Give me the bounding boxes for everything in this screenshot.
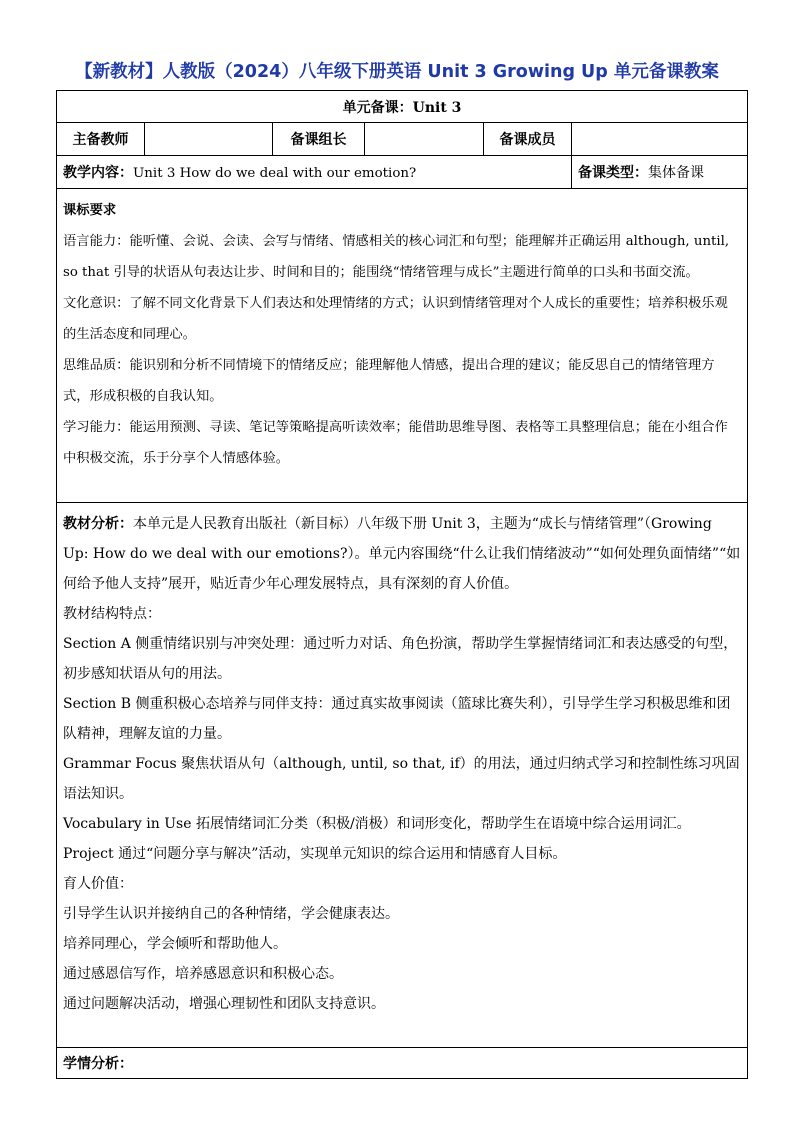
standards-section: [57, 189, 748, 503]
type-cell: [572, 156, 748, 189]
structure-heading: 教材结构特点：: [63, 606, 161, 622]
group-leader-field[interactable]: [365, 123, 484, 156]
standards-row: [57, 189, 748, 503]
staff-row: [57, 123, 748, 156]
structure-item: Project 通过“问题分享与解决”活动，实现单元知识的综合运用和情感育人目标。: [63, 846, 567, 862]
structure-item: Section B 侧重积极心态培养与同伴支持：通过真实故事阅读（篮球比赛失利），引导学生学习积极思维和团队精神，理解友谊的力量。: [63, 696, 731, 742]
values-item: 引导学生认识并接纳自己的各种情绪，学会健康表达。: [63, 906, 399, 922]
analysis-intro: 本单元是人民教育出版社（新目标）八年级下册 Unit 3，主题为“成长与情绪管理”（Growing Up: How do we deal with our emotions?）。单元内容围绕“什么让我们情绪波动”“如何处理负面情绪”“如何给予他人支持”展开，贴近青少年心理发展特点，具有深刻的育人价值。: [63, 516, 741, 592]
content-label: 教学内容：: [63, 165, 133, 181]
unit-title: 单元备课：Unit 3: [57, 91, 748, 123]
content-cell: [57, 156, 572, 189]
standards-paragraph: 语言能力：能听懂、会说、会读、会写与情绪、情感相关的核心词汇和句型；能理解并正确运用 although, until, so that 引导的状语从句表达让步、时间和目的；能围绕“情绪管理与成长”主题进行简单的口头和书面交流。: [63, 234, 730, 280]
content-value: Unit 3 How do we deal with our emotion?: [133, 166, 417, 181]
lead-teacher-field[interactable]: [145, 123, 273, 156]
learner-analysis-heading: 学情分析：: [57, 1048, 748, 1079]
structure-item: Section A 侧重情绪识别与冲突处理：通过听力对话、角色扮演，帮助学生掌握情绪词汇和表达感受的句型，初步感知状语从句的用法。: [63, 636, 738, 682]
analysis-heading: 教材分析：: [63, 516, 133, 532]
content-row: [57, 156, 748, 189]
learner-analysis-row: [57, 1048, 748, 1079]
document-title: 【新教材】人教版（2024）八年级下册英语 Unit 3 Growing Up 单元备课教案: [75, 62, 719, 82]
values-item: 通过感恩信写作，培养感恩意识和积极心态。: [63, 966, 343, 982]
group-leader-label: 备课组长: [273, 123, 365, 156]
structure-item: Grammar Focus 聚焦状语从句（although, until, so that, if）的用法，通过归纳式学习和控制性练习巩固语法知识。: [63, 756, 740, 802]
standards-paragraph: 思维品质：能识别和分析不同情境下的情绪反应；能理解他人情感，提出合理的建议；能反思自己的情绪管理方式，形成积极的自我认知。: [63, 358, 715, 404]
standards-paragraph: 学习能力：能运用预测、寻读、笔记等策略提高听读效率；能借助思维导图、表格等工具整理信息；能在小组合作中积极交流，乐于分享个人情感体验。: [63, 420, 728, 466]
analysis-row: [57, 503, 748, 1048]
values-item: 培养同理心，学会倾听和帮助他人。: [63, 936, 287, 952]
members-label: 备课成员: [484, 123, 572, 156]
type-label: 备课类型：: [578, 165, 648, 181]
unit-header-row: [57, 91, 748, 123]
lesson-plan-table: [56, 90, 748, 1079]
structure-item: Vocabulary in Use 拓展情绪词汇分类（积极/消极）和词形变化，帮助学生在语境中综合运用词汇。: [63, 816, 691, 832]
members-field[interactable]: [572, 123, 748, 156]
values-heading: 育人价值：: [63, 876, 133, 892]
standards-heading: 课标要求: [63, 203, 117, 218]
values-item: 通过问题解决活动，增强心理韧性和团队支持意识。: [63, 996, 385, 1012]
analysis-section: [57, 503, 748, 1048]
lead-teacher-label: 主备教师: [57, 123, 145, 156]
standards-paragraph: 文化意识：了解不同文化背景下人们表达和处理情绪的方式；认识到情绪管理对个人成长的重要性；培养积极乐观的生活态度和同理心。: [63, 296, 728, 342]
analysis-intro-paragraph: [63, 509, 741, 599]
type-value: 集体备课: [648, 165, 704, 181]
